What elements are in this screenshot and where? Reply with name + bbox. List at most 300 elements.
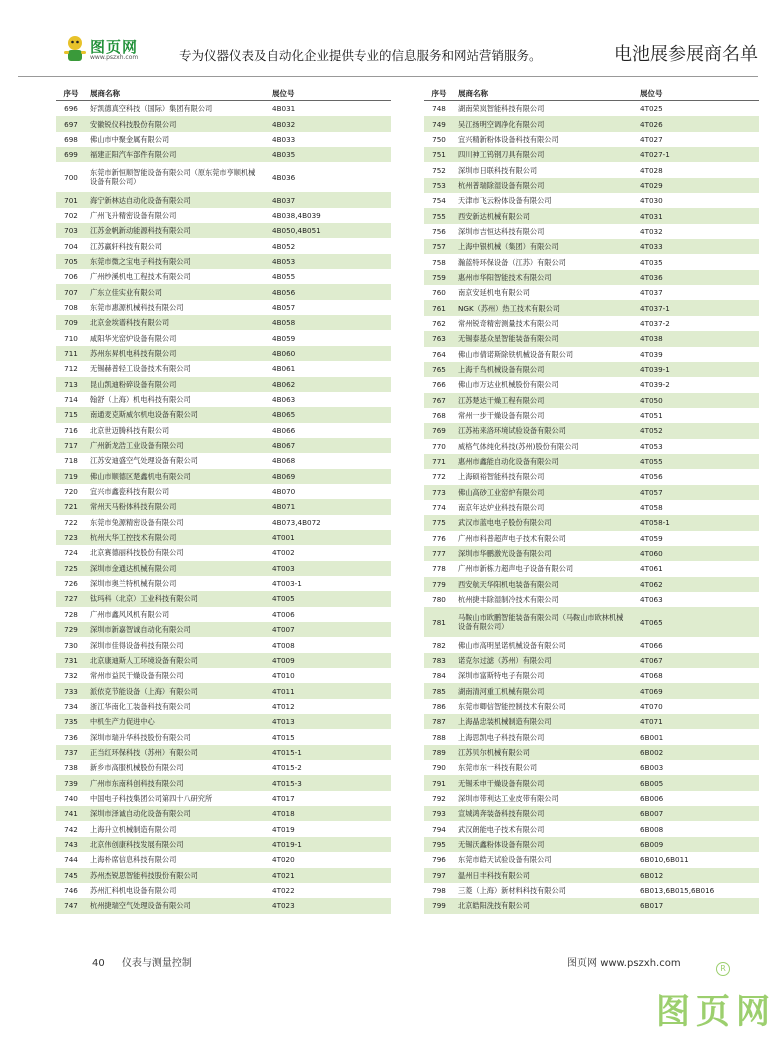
row-number: 709 (64, 318, 78, 328)
exhibitor-name: 深圳市新嘉智诚自动化有限公司 (90, 625, 191, 635)
table-row (56, 530, 391, 545)
row-number: 768 (432, 411, 446, 421)
booth-number: 4T052 (640, 426, 663, 436)
footer-left (92, 954, 192, 969)
footer-right (567, 954, 681, 969)
exhibitor-name: 正当红环保科技（苏州）有限公司 (90, 747, 198, 757)
row-number: 749 (432, 119, 446, 129)
row-number: 765 (432, 365, 446, 375)
exhibitor-name: 无锡沃鑫粉体设备有限公司 (458, 839, 545, 849)
table-row (56, 545, 391, 560)
row-number: 775 (432, 518, 446, 528)
booth-number: 4T053 (640, 441, 663, 451)
row-number: 716 (64, 425, 78, 435)
table-row (56, 192, 391, 207)
booth-number: 4B063 (272, 395, 296, 405)
table-row (424, 101, 759, 116)
row-number: 767 (432, 395, 446, 405)
booth-number: 4T066 (640, 640, 663, 650)
exhibitor-name: 上海晶忠装机械制造有限公司 (458, 717, 552, 727)
table-row (56, 699, 391, 714)
row-number: 717 (64, 441, 78, 451)
row-number: 706 (64, 272, 78, 282)
row-number: 731 (64, 655, 78, 665)
exhibitor-name: 佛山市万达业机械股份有限公司 (458, 380, 559, 390)
exhibitor-name: 杭州普瑞除湿设备有限公司 (458, 180, 545, 190)
row-number: 795 (432, 839, 446, 849)
table-row (424, 837, 759, 852)
row-number: 770 (432, 441, 446, 451)
exhibitor-name: 咸阳华光窑炉设备有限公司 (90, 333, 177, 343)
table-row (56, 132, 391, 147)
table-row (424, 469, 759, 484)
booth-number: 4B055 (272, 272, 296, 282)
table-row (56, 729, 391, 744)
exhibitor-name: 三菱（上海）新材料科技有限公司 (458, 886, 566, 896)
row-number: 778 (432, 564, 446, 574)
row-number: 783 (432, 655, 446, 665)
row-number: 758 (432, 257, 446, 267)
row-number: 697 (64, 119, 78, 129)
exhibitor-name: 温州日丰科技有限公司 (458, 870, 530, 880)
exhibitor-name: 广州纱溪机电工程技术有限公司 (90, 272, 191, 282)
booth-number: 4T009 (272, 655, 295, 665)
table-row (424, 806, 759, 821)
booth-number: 4T011 (272, 686, 295, 696)
row-number: 702 (64, 210, 78, 220)
booth-number: 4T068 (640, 671, 663, 681)
exhibitor-name: 广州市新栋力超声电子设备有限公司 (458, 564, 574, 574)
table-row (424, 331, 759, 346)
table-row (56, 116, 391, 131)
booth-number: 4T029 (640, 180, 663, 190)
exhibitor-name: 好凯德真空科技（国际）集团有限公司 (90, 104, 213, 114)
exhibitor-name: 杭州大华工控技术有限公司 (90, 533, 177, 543)
table-row (56, 821, 391, 836)
booth-number: 4B035 (272, 150, 296, 160)
booth-number: 4B073,4B072 (272, 517, 321, 527)
table-row (424, 439, 759, 454)
exhibitor-name: 北京赛德丽科技股份有限公司 (90, 548, 184, 558)
exhibitor-name: 派依克节能设备（上海）有限公司 (90, 686, 198, 696)
exhibitor-name: 南京安延机电有限公司 (458, 288, 530, 298)
row-number: 728 (64, 609, 78, 619)
exhibitor-name: 江苏楚达干燥工程有限公司 (458, 395, 545, 405)
exhibitor-name: 北京伟创康科技发展有限公司 (90, 839, 184, 849)
row-number: 729 (64, 625, 78, 635)
booth-number: 4T071 (640, 717, 663, 727)
exhibitor-name: 上海千鸟机械设备有限公司 (458, 365, 545, 375)
exhibitor-name: 湖南清河重工机械有限公司 (458, 686, 545, 696)
table-row (56, 714, 391, 729)
exhibitor-name: 深圳市瑞升华科技股份有限公司 (90, 732, 191, 742)
booth-number: 4T050 (640, 395, 663, 405)
row-number: 755 (432, 211, 446, 221)
booth-number: 4B068 (272, 456, 296, 466)
booth-number: 4T031 (640, 211, 663, 221)
table-row (56, 269, 391, 284)
exhibitor-name: 无锡赫普轻工设备技术有限公司 (90, 364, 191, 374)
header-no: 序号 (63, 88, 79, 98)
exhibitor-name: 广东立佳实业有限公司 (90, 287, 162, 297)
exhibitor-name: 深圳市吉恒达科技有限公司 (458, 226, 545, 236)
table-row (424, 254, 759, 269)
exhibitor-name: 广州新龙浩工业设备有限公司 (90, 441, 184, 451)
exhibitor-table-left (56, 86, 391, 914)
table-row (56, 806, 391, 821)
table-header (424, 86, 759, 101)
table-row (56, 407, 391, 422)
exhibitor-name: 佛山市顺德区楚鑫机电有限公司 (90, 471, 191, 481)
row-number: 723 (64, 533, 78, 543)
booth-number: 4T069 (640, 686, 663, 696)
table-row (424, 132, 759, 147)
row-number: 708 (64, 302, 78, 312)
row-number: 773 (432, 487, 446, 497)
table-row (56, 791, 391, 806)
row-number: 774 (432, 503, 446, 513)
row-number: 739 (64, 778, 78, 788)
table-row (56, 576, 391, 591)
exhibitor-name: 常州锐奇精密测量技术有限公司 (458, 318, 559, 328)
exhibitor-name: 佛山市中聚金属有限公司 (90, 134, 170, 144)
row-number: 724 (64, 548, 78, 558)
exhibitor-name: 中机生产力促进中心 (90, 717, 155, 727)
booth-number: 4T035 (640, 257, 663, 267)
row-number: 764 (432, 349, 446, 359)
row-number: 743 (64, 839, 78, 849)
row-number: 734 (64, 701, 78, 711)
booth-number: 4B059 (272, 333, 296, 343)
booth-number: 4B062 (272, 379, 296, 389)
table-row (424, 316, 759, 331)
exhibitor-name: 东莞市微之宝电子科技有限公司 (90, 256, 191, 266)
table-row (56, 852, 391, 867)
table-row (424, 285, 759, 300)
logo-url: www.pszxh.com (90, 54, 139, 61)
booth-number: 6B012 (640, 870, 664, 880)
row-number: 799 (432, 901, 446, 911)
booth-number: 4T063 (640, 595, 663, 605)
table-row (424, 193, 759, 208)
booth-number: 4T028 (640, 165, 663, 175)
row-number: 745 (64, 870, 78, 880)
table-row (424, 178, 759, 193)
table-row (424, 607, 759, 637)
exhibitor-name: 诺克尔过滤（苏州）有限公司 (458, 655, 552, 665)
table-row (424, 515, 759, 530)
exhibitor-name: 杭州捷丰除湿制冷技术有限公司 (458, 595, 559, 605)
exhibitor-name: 北京金埃谱科技有限公司 (90, 318, 170, 328)
row-number: 712 (64, 364, 78, 374)
exhibitor-name: 宜兴精新粉体设备科技有限公司 (458, 134, 559, 144)
booth-number: 4T015-3 (272, 778, 302, 788)
booth-number: 4T008 (272, 640, 295, 650)
table-row (424, 347, 759, 362)
booth-number: 4B050,4B051 (272, 226, 321, 236)
header-divider (18, 76, 758, 77)
row-number: 701 (64, 195, 78, 205)
booth-number: 4T012 (272, 701, 295, 711)
row-number: 771 (432, 457, 446, 467)
table-header (56, 86, 391, 101)
row-number: 719 (64, 471, 78, 481)
exhibitor-name: 惠州市鑫能自动化设备有限公司 (458, 457, 559, 467)
exhibitor-table-right (424, 86, 759, 914)
exhibitor-name: 马鞍山市欧鹏智能装备有限公司（马鞍山市欧林机械设备有限公司） (458, 613, 624, 632)
booth-number: 4B071 (272, 502, 296, 512)
row-number: 704 (64, 241, 78, 251)
table-row (56, 300, 391, 315)
booth-number: 4T039-1 (640, 365, 670, 375)
row-number: 705 (64, 256, 78, 266)
table-row (424, 362, 759, 377)
table-row (424, 454, 759, 469)
booth-number: 4B033 (272, 134, 296, 144)
booth-number: 4T015 (272, 732, 295, 742)
row-number: 727 (64, 594, 78, 604)
table-row (424, 883, 759, 898)
table-row (424, 393, 759, 408)
table-row (56, 745, 391, 760)
booth-number: 6B017 (640, 901, 664, 911)
row-number: 715 (64, 410, 78, 420)
booth-number: 4T020 (272, 855, 295, 865)
table-row (424, 561, 759, 576)
row-number: 735 (64, 717, 78, 727)
row-number: 703 (64, 226, 78, 236)
table-row (424, 147, 759, 162)
booth-number: 4B058 (272, 318, 296, 328)
table-row (56, 254, 391, 269)
exhibitor-name: 瀚蓝特环保设备（江苏）有限公司 (458, 257, 566, 267)
header-slogan: 专为仪器仪表及自动化企业提供专业的信息服务和网站营销服务。 (179, 48, 542, 63)
exhibitor-name: 南通麦克斯威尔机电设备有限公司 (90, 410, 198, 420)
site-logo[interactable] (62, 34, 172, 68)
table-row (56, 760, 391, 775)
booth-number: 4T060 (640, 549, 663, 559)
row-number: 766 (432, 380, 446, 390)
exhibitor-name: 上海中银机械（集团）有限公司 (458, 242, 559, 252)
exhibitor-name: 无锡泰基众星智能装备有限公司 (458, 334, 559, 344)
booth-number: 4T061 (640, 564, 663, 574)
exhibitor-name: 东莞市东一科技有限公司 (458, 763, 538, 773)
booth-number: 4B067 (272, 441, 296, 451)
booth-number: 4T026 (640, 119, 663, 129)
magazine-name: 仪表与测量控制 (121, 958, 192, 969)
booth-number: 6B005 (640, 778, 664, 788)
row-number: 707 (64, 287, 78, 297)
row-number: 784 (432, 671, 446, 681)
header-booth: 展位号 (640, 88, 663, 98)
table-row (424, 500, 759, 515)
table-row (56, 315, 391, 330)
table-row (56, 883, 391, 898)
booth-number: 4T038 (640, 334, 663, 344)
table-row (56, 469, 391, 484)
row-number: 698 (64, 134, 78, 144)
watermark-logo: 图页网 (656, 992, 776, 1032)
booth-number: 4T015-1 (272, 747, 302, 757)
row-number: 793 (432, 809, 446, 819)
row-number: 763 (432, 334, 446, 344)
table-row (424, 300, 759, 315)
table-row (424, 239, 759, 254)
exhibitor-name: 佛山高砂工业窑炉有限公司 (458, 487, 545, 497)
booth-number: 4B061 (272, 364, 296, 374)
row-number: 782 (432, 640, 446, 650)
booth-number: 4B053 (272, 256, 296, 266)
table-row (56, 868, 391, 883)
exhibitor-name: 广州市鑫风风机有限公司 (90, 609, 170, 619)
booth-number: 4T027-1 (640, 150, 670, 160)
booth-number: 4T005 (272, 594, 295, 604)
exhibitor-name: 苏州杰锐思智能科技股份有限公司 (90, 870, 198, 880)
table-row (56, 683, 391, 698)
row-number: 788 (432, 732, 446, 742)
booth-number: 6B013,6B015,6B016 (640, 886, 715, 896)
exhibitor-name: 南京年达炉业科技有限公司 (458, 503, 545, 513)
exhibitor-name: 上海思凯电子科技有限公司 (458, 732, 545, 742)
row-number: 750 (432, 134, 446, 144)
exhibitor-name: 江苏安迪盛空气处理设备有限公司 (90, 456, 198, 466)
exhibitor-name: 昆山凯迪粉碎设备有限公司 (90, 379, 177, 389)
table-row (424, 377, 759, 392)
booth-number: 4B057 (272, 302, 296, 312)
logo-text: 图页网 (90, 38, 139, 56)
table-row (56, 377, 391, 392)
table-row (424, 714, 759, 729)
exhibitor-name: 武汉朗能电子技术有限公司 (458, 824, 545, 834)
booth-number: 4T010 (272, 671, 295, 681)
table-row (56, 484, 391, 499)
row-number: 779 (432, 579, 446, 589)
table-row (424, 653, 759, 668)
booth-number: 4B032 (272, 119, 296, 129)
exhibitor-name: 苏州东昇机电科技有限公司 (90, 348, 177, 358)
exhibitor-name: NGK（苏州）热工技术有限公司 (458, 303, 560, 313)
row-number: 769 (432, 426, 446, 436)
table-row (424, 668, 759, 683)
row-number: 732 (64, 671, 78, 681)
booth-number: 4T023 (272, 901, 295, 911)
row-number: 753 (432, 180, 446, 190)
exhibitor-name: 江苏祐来洛环境试验设备有限公司 (458, 426, 566, 436)
booth-number: 6B006 (640, 793, 664, 803)
table-row (424, 116, 759, 131)
row-number: 733 (64, 686, 78, 696)
exhibitor-name: 深圳市带利达工业皮带有限公司 (458, 793, 559, 803)
mascot-icon (62, 34, 88, 64)
exhibitor-name: 海宁新林达自动化设备有限公司 (90, 195, 191, 205)
row-number: 792 (432, 793, 446, 803)
booth-number: 6B003 (640, 763, 664, 773)
row-number: 780 (432, 595, 446, 605)
exhibitor-name: 北京康迪斯人工环境设备有限公司 (90, 655, 198, 665)
row-number: 737 (64, 747, 78, 757)
exhibitor-name: 广州市东南科创科技有限公司 (90, 778, 184, 788)
row-number: 777 (432, 549, 446, 559)
row-number: 720 (64, 487, 78, 497)
exhibitor-name: 安徽锐仪科技股份有限公司 (90, 119, 177, 129)
table-row (56, 238, 391, 253)
table-row (424, 699, 759, 714)
booth-number: 4T019-1 (272, 839, 302, 849)
table-row (424, 162, 759, 177)
table-row (424, 224, 759, 239)
booth-number: 4B056 (272, 287, 296, 297)
exhibitor-name: 翰舒（上海）机电科技有限公司 (90, 395, 191, 405)
booth-number: 4T027 (640, 134, 663, 144)
row-number: 761 (432, 303, 446, 313)
booth-number: 4T022 (272, 886, 295, 896)
booth-number: 4B037 (272, 195, 296, 205)
row-number: 794 (432, 824, 446, 834)
table-row (56, 208, 391, 223)
table-row (56, 361, 391, 376)
exhibitor-name: 浙江华南化工装备科技有限公司 (90, 701, 191, 711)
row-number: 787 (432, 717, 446, 727)
exhibitor-name: 北京皓阳洗技有限公司 (458, 901, 530, 911)
booth-number: 4T001 (272, 533, 295, 543)
booth-number: 4T003-1 (272, 579, 302, 589)
exhibitor-name: 深圳市佳得设备科技有限公司 (90, 640, 184, 650)
exhibitor-name: 中国电子科技集团公司第四十八研究所 (90, 793, 213, 803)
table-row (424, 868, 759, 883)
table-row (56, 561, 391, 576)
booth-number: 4T015-2 (272, 763, 302, 773)
exhibitor-name: 深圳市金通达机械有限公司 (90, 563, 177, 573)
table-row (56, 499, 391, 514)
booth-number: 4B065 (272, 410, 296, 420)
row-number: 762 (432, 318, 446, 328)
booth-number: 4T059 (640, 533, 663, 543)
exhibitor-name: 无锡禾申干燥设备有限公司 (458, 778, 545, 788)
row-number: 785 (432, 686, 446, 696)
row-number: 742 (64, 824, 78, 834)
exhibitor-name: 上海硕裕智能科技有限公司 (458, 472, 545, 482)
exhibitor-name: 深圳市日联科技有限公司 (458, 165, 538, 175)
row-number: 700 (64, 172, 78, 182)
row-number: 744 (64, 855, 78, 865)
row-number: 786 (432, 701, 446, 711)
exhibitor-name: 深圳市华鹏激光设备有限公司 (458, 549, 552, 559)
table-row (424, 546, 759, 561)
exhibitor-name: 天津市飞云粉体设备有限公司 (458, 196, 552, 206)
exhibitor-name: 钛玛科（北京）工业科技有限公司 (90, 594, 198, 604)
booth-number: 4T055 (640, 457, 663, 467)
table-row (56, 607, 391, 622)
booth-number: 4T039-2 (640, 380, 670, 390)
booth-number: 4T058-1 (640, 518, 670, 528)
exhibitor-name: 威格气体纯化科技(苏州)股份有限公司 (458, 441, 579, 451)
booth-number: 6B008 (640, 824, 664, 834)
table-row (424, 637, 759, 652)
exhibitor-name: 江苏贝尔机械有限公司 (458, 747, 530, 757)
table-row (56, 438, 391, 453)
row-number: 791 (432, 778, 446, 788)
table-row (424, 852, 759, 867)
row-number: 757 (432, 242, 446, 252)
row-number: 736 (64, 732, 78, 742)
row-number: 740 (64, 793, 78, 803)
table-row (424, 683, 759, 698)
table-row (424, 760, 759, 775)
booth-number: 6B002 (640, 747, 664, 757)
table-row (56, 330, 391, 345)
exhibitor-name: 深圳市奥兰特机械有限公司 (90, 579, 177, 589)
footer-site-url[interactable]: www.pszxh.com (600, 958, 681, 969)
